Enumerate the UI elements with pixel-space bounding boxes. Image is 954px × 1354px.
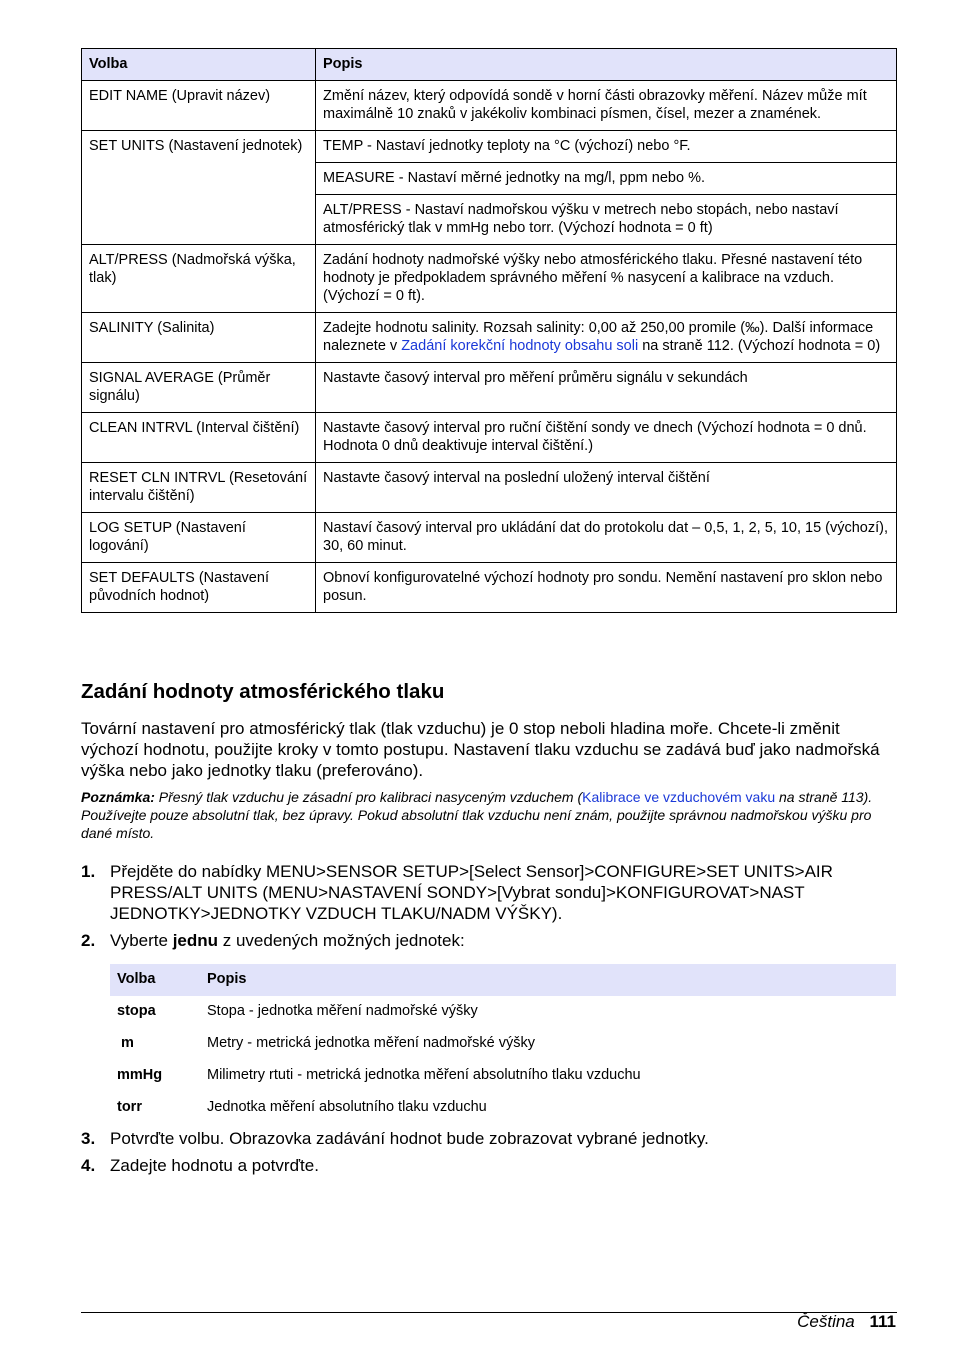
step-4 bbox=[81, 1155, 896, 1176]
step-2 bbox=[81, 930, 896, 951]
table-row bbox=[82, 463, 897, 513]
unit-cell: stopa bbox=[117, 1003, 156, 1019]
table-row bbox=[82, 313, 897, 363]
step-number: 3. bbox=[81, 1129, 96, 1148]
description-cell: Jednotka měření absolutního tlaku vzduchu bbox=[207, 1099, 487, 1115]
option-cell: RESET CLN INTRVL (Resetování intervalu čištění) bbox=[82, 463, 316, 513]
step-number: 4. bbox=[81, 1156, 96, 1175]
step-text bbox=[110, 930, 896, 951]
description-cell: Nastavte časový interval na poslední uložený interval čištění bbox=[316, 463, 897, 513]
option-cell: LOG SETUP (Nastavení logování) bbox=[82, 513, 316, 563]
option-cell: ALT/PRESS (Nadmořská výška, tlak) bbox=[82, 245, 316, 313]
table-row bbox=[82, 245, 897, 313]
table-row bbox=[82, 363, 897, 413]
description-cell: Nastavte časový interval pro měření průměru signálu v sekundách bbox=[316, 363, 897, 413]
footer-divider bbox=[81, 1312, 897, 1313]
note-label: Poznámka: bbox=[81, 789, 155, 805]
description-cell bbox=[316, 313, 897, 363]
description-cell: Změní název, který odpovídá sondě v horní části obrazovky měření. Název může mít maximálně 10 znaků v jakékoliv kombinaci písmen, čísel, mezer a znamének. bbox=[316, 81, 897, 131]
table-row bbox=[110, 996, 896, 1028]
step-text-emphasis: jednu bbox=[172, 931, 219, 950]
description-cell: Zadání hodnoty nadmořské výšky nebo atmosférického tlaku. Přesné nastavení této hodnoty je předpokladem správného měření % nasycení a kalibrace na vzduch. (Výchozí = 0 ft). bbox=[316, 245, 897, 313]
option-cell: SALINITY (Salinita) bbox=[82, 313, 316, 363]
option-cell: SET DEFAULTS (Nastavení původních hodnot) bbox=[82, 563, 316, 613]
unit-cell: mmHg bbox=[117, 1067, 163, 1083]
description-cell: Nastavte časový interval pro ruční čištění sondy ve dnech (Výchozí hodnota = 0 dnů. Hodnota 0 dnů deaktivuje interval čištění.) bbox=[316, 413, 897, 463]
unit-cell: m bbox=[117, 1035, 134, 1051]
table-row bbox=[82, 563, 897, 613]
option-cell: EDIT NAME (Upravit název) bbox=[82, 81, 316, 131]
step-text: Zadejte hodnotu a potvrďte. bbox=[110, 1156, 319, 1175]
description-cell: Nastaví časový interval pro ukládání dat do protokolu dat – 0,5, 1, 2, 5, 10, 15 (výchozí), 30, 60 minut. bbox=[316, 513, 897, 563]
table-header-row bbox=[110, 964, 896, 996]
option-cell: SIGNAL AVERAGE (Průměr signálu) bbox=[82, 363, 316, 413]
description-cell: ALT/PRESS - Nastaví nadmořskou výšku v metrech nebo stopách, nebo nastaví atmosférický tlak v mmHg nebo torr. (Výchozí hodnota = 0 ft) bbox=[316, 195, 897, 245]
option-cell: SET UNITS (Nastavení jednotek) bbox=[82, 131, 316, 245]
column-header-option: Volba bbox=[82, 49, 316, 81]
column-header-option: Volba bbox=[110, 964, 200, 996]
table-row bbox=[110, 1028, 896, 1060]
step-text: Přejděte do nabídky MENU>SENSOR SETUP>[Select Sensor]>CONFIGURE>SET UNITS>AIR PRESS/ALT UNITS (MENU>NASTAVENÍ SONDY>[Vybrat sondu]>KONFIGUROVAT>NAST JEDNOTKY>JEDNOTKY VZDUCH TLAKU/NADM VÝŠKY). bbox=[110, 862, 833, 923]
table-row bbox=[82, 131, 897, 163]
table-row bbox=[110, 1092, 896, 1124]
table-header-row bbox=[82, 49, 897, 81]
step-number: 2. bbox=[81, 931, 96, 950]
table-row bbox=[82, 413, 897, 463]
intro-paragraph: Tovární nastavení pro atmosférický tlak (tlak vzduchu) je 0 stop neboli hladina moře. Chcete-li změnit výchozí hodnotu, použijte kroky v tomto postupu. Nastavení tlaku vzduchu se zadává buď jako nadmořská výška nebo jako jednotky tlaku (preferováno). bbox=[81, 719, 880, 780]
page-number: 111 bbox=[869, 1312, 896, 1331]
note-text: na straně 113). Používejte pouze absolutní tlak, bez úpravy. Pokud absolutní tlak vzduchu není znám, použijte správnou nadmořskou výšku pro dané místo. bbox=[81, 789, 873, 841]
table-row bbox=[82, 513, 897, 563]
step-text: Potvrďte volbu. Obrazovka zadávání hodnot bude zobrazovat vybrané jednotky. bbox=[110, 1129, 709, 1148]
description-text: na straně 112. (Výchozí hodnota = 0) bbox=[638, 338, 881, 354]
options-table bbox=[81, 48, 897, 613]
step-1 bbox=[81, 861, 896, 924]
salinity-correction-link[interactable]: Zadání korekční hodnoty obsahu soli bbox=[401, 338, 639, 354]
note-text: Přesný tlak vzduchu je zásadní pro kalibraci nasyceným vzduchem ( bbox=[154, 789, 583, 805]
page-footer bbox=[797, 1312, 896, 1332]
column-header-description: Popis bbox=[316, 49, 897, 81]
section-title: Zadání hodnoty atmosférického tlaku bbox=[81, 680, 445, 703]
step-number: 1. bbox=[81, 862, 96, 881]
description-cell: Stopa - jednotka měření nadmořské výšky bbox=[207, 1003, 478, 1019]
unit-cell: torr bbox=[117, 1099, 142, 1115]
column-header-description: Popis bbox=[200, 964, 896, 996]
description-cell: Metry - metrická jednotka měření nadmořské výšky bbox=[207, 1035, 535, 1051]
description-text: Zadejte hodnotu salinity. Rozsah salinity: 0,00 až 250,00 promile (‰). Další informace naleznete v bbox=[323, 320, 874, 354]
table-row bbox=[110, 1060, 896, 1092]
table-row bbox=[82, 81, 897, 131]
step-3 bbox=[81, 1128, 896, 1149]
step-text-part: z uvedených možných jednotek: bbox=[218, 931, 465, 950]
description-cell: TEMP - Nastaví jednotky teploty na °C (výchozí) nebo °F. bbox=[316, 131, 897, 163]
option-cell: CLEAN INTRVL (Interval čištění) bbox=[82, 413, 316, 463]
footer-language: Čeština bbox=[797, 1312, 855, 1331]
note bbox=[81, 788, 896, 842]
step-text-part: Vyberte bbox=[110, 931, 173, 950]
units-table bbox=[110, 964, 896, 1124]
description-cell: Obnoví konfigurovatelné výchozí hodnoty pro sondu. Nemění nastavení pro sklon nebo posun. bbox=[316, 563, 897, 613]
air-bag-calibration-link[interactable]: Kalibrace ve vzduchovém vaku bbox=[582, 789, 776, 805]
description-cell: MEASURE - Nastaví měrné jednotky na mg/l, ppm nebo %. bbox=[316, 163, 897, 195]
description-cell: Milimetry rtuti - metrická jednotka měření absolutního tlaku vzduchu bbox=[207, 1067, 641, 1083]
